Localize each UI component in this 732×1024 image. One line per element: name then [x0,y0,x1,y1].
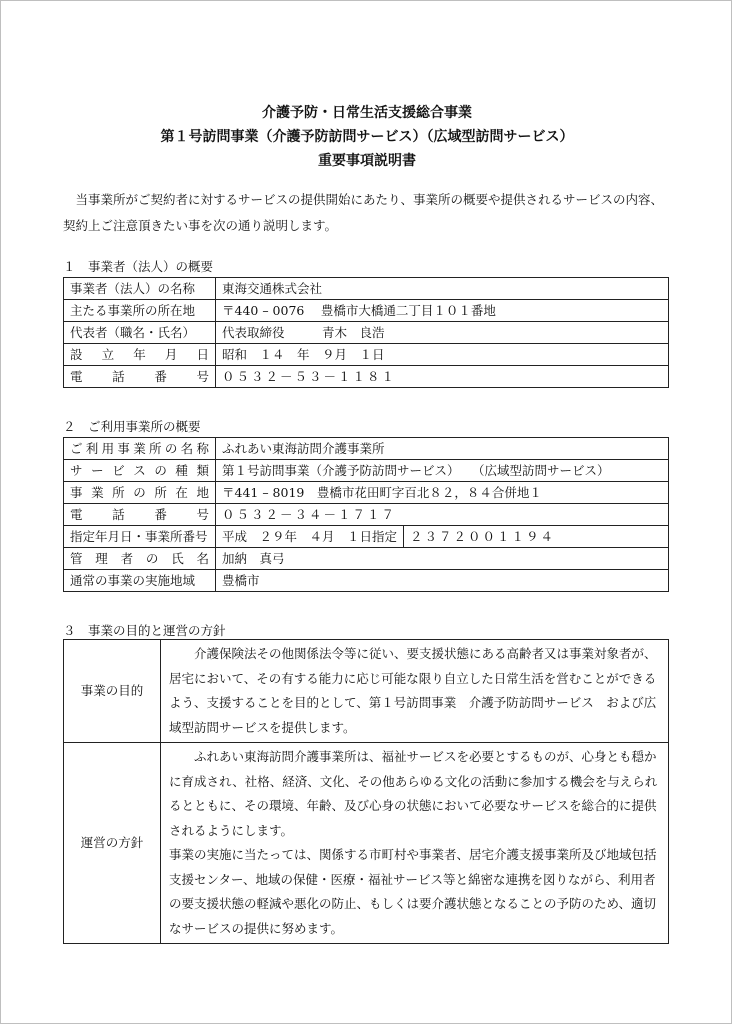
intro-text: 当事業所がご契約者に対するサービスの提供開始にあたり、事業所の概要や提供されるサービスの内容、契約上ご注意頂きたい事を次の通り説明します。 [63,192,664,233]
section-1-table [63,277,669,388]
row-value: ふれあい東海訪問介護事業所 [216,438,669,460]
row-label: 指定年月日・事業所番号 [64,526,216,548]
row-label: サービスの種類 [64,460,216,482]
row-label: 事業者（法人）の名称 [64,278,216,300]
table-row [64,548,669,570]
paragraph: 事業の実施に当たっては、関係する市町村や事業者、居宅介護支援事業所及び地域包括支援センター、地域の保健・医療・福祉サービス等と綿密な連携を図りながら、利用者の要支援状態の軽減や悪化の防止、もしくは要介護状態となることの予防のため、適切なサービスの提供に努めます。 [169,847,657,936]
document-title-block [1,101,732,173]
section-2-heading: ２ ご利用事業所の概要 [63,419,201,434]
row-value: 平成 ２９年 ４月 １日指定 [216,526,404,548]
row-value: 第１号訪問事業（介護予防訪問サービス） （広域型訪問サービス） [216,460,669,482]
table-row [64,640,669,743]
table-row [64,570,669,592]
section-3-heading: ３ 事業の目的と運営の方針 [63,623,226,638]
title-line-3: 重要事項説明書 [318,153,416,169]
paragraph: 介護保険法その他関係法令等に従い、要支援状態にある高齢者又は事業対象者が、居宅において、その有する能力に応じ可能な限り自立した日常生活を営むことができるよう、支援することを目的として、第１号訪問事業 介護予防訪問サービス および広域型訪問サービスを提供します。 [169,646,657,735]
section-3-table [63,639,669,944]
row-label: 設立年月日 [64,344,216,366]
row-value [161,640,669,743]
table-row [64,300,669,322]
row-label: 事業の目的 [64,640,161,743]
row-label: ご利用事業所の名称 [64,438,216,460]
row-label: 主たる事業所の所在地 [64,300,216,322]
row-label: 事業所の所在地 [64,482,216,504]
row-value [161,743,669,944]
row-value: 昭和 １４ 年 ９月 １日 [216,344,669,366]
row-value: 豊橋市 [216,570,669,592]
intro-paragraph [63,187,673,239]
table-row [64,366,669,388]
table-row [64,344,669,366]
row-value: 代表取締役 青木 良浩 [216,322,669,344]
row-value: 〒441 – 8019 豊橋市花田町字百北８２，８４合併地１ [216,482,669,504]
row-label: 電話番号 [64,504,216,526]
row-value: 加納 真弓 [216,548,669,570]
table-row [64,460,669,482]
row-value: ０５３２－５３－１１８１ [216,366,669,388]
row-value: 〒440 – 0076 豊橋市大橋通二丁目１０１番地 [216,300,669,322]
table-row [64,278,669,300]
paragraph: ふれあい東海訪問介護事業所は、福祉サービスを必要とするものが、心身とも穏かに育成され、社格、経済、文化、その他あらゆる文化の活動に参加する機会を与えられるとともに、その環境、年齢、及び心身の状態において必要なサービスを総合的に提供されるようにします。 [169,749,658,838]
row-value: ０５３２－３４－１７１７ [216,504,669,526]
row-value: 東海交通株式会社 [216,278,669,300]
title-line-1: 介護予防・日常生活支援総合事業 [262,105,472,121]
table-row [64,438,669,460]
table-row [64,526,669,548]
section-1-heading: １ 事業者（法人）の概要 [63,259,214,274]
table-row [64,743,669,944]
row-label: 電話番号 [64,366,216,388]
office-number: ２３７２００１１９４ [404,526,669,548]
row-label: 運営の方針 [64,743,161,944]
title-line-2: 第１号訪問事業（介護予防訪問サービス）（広域型訪問サービス） [160,129,574,145]
row-label: 代表者（職名・氏名） [64,322,216,344]
table-row [64,322,669,344]
row-label: 管理者の氏名 [64,548,216,570]
row-label: 通常の事業の実施地域 [64,570,216,592]
table-row [64,482,669,504]
section-2-table [63,437,669,592]
table-row [64,504,669,526]
